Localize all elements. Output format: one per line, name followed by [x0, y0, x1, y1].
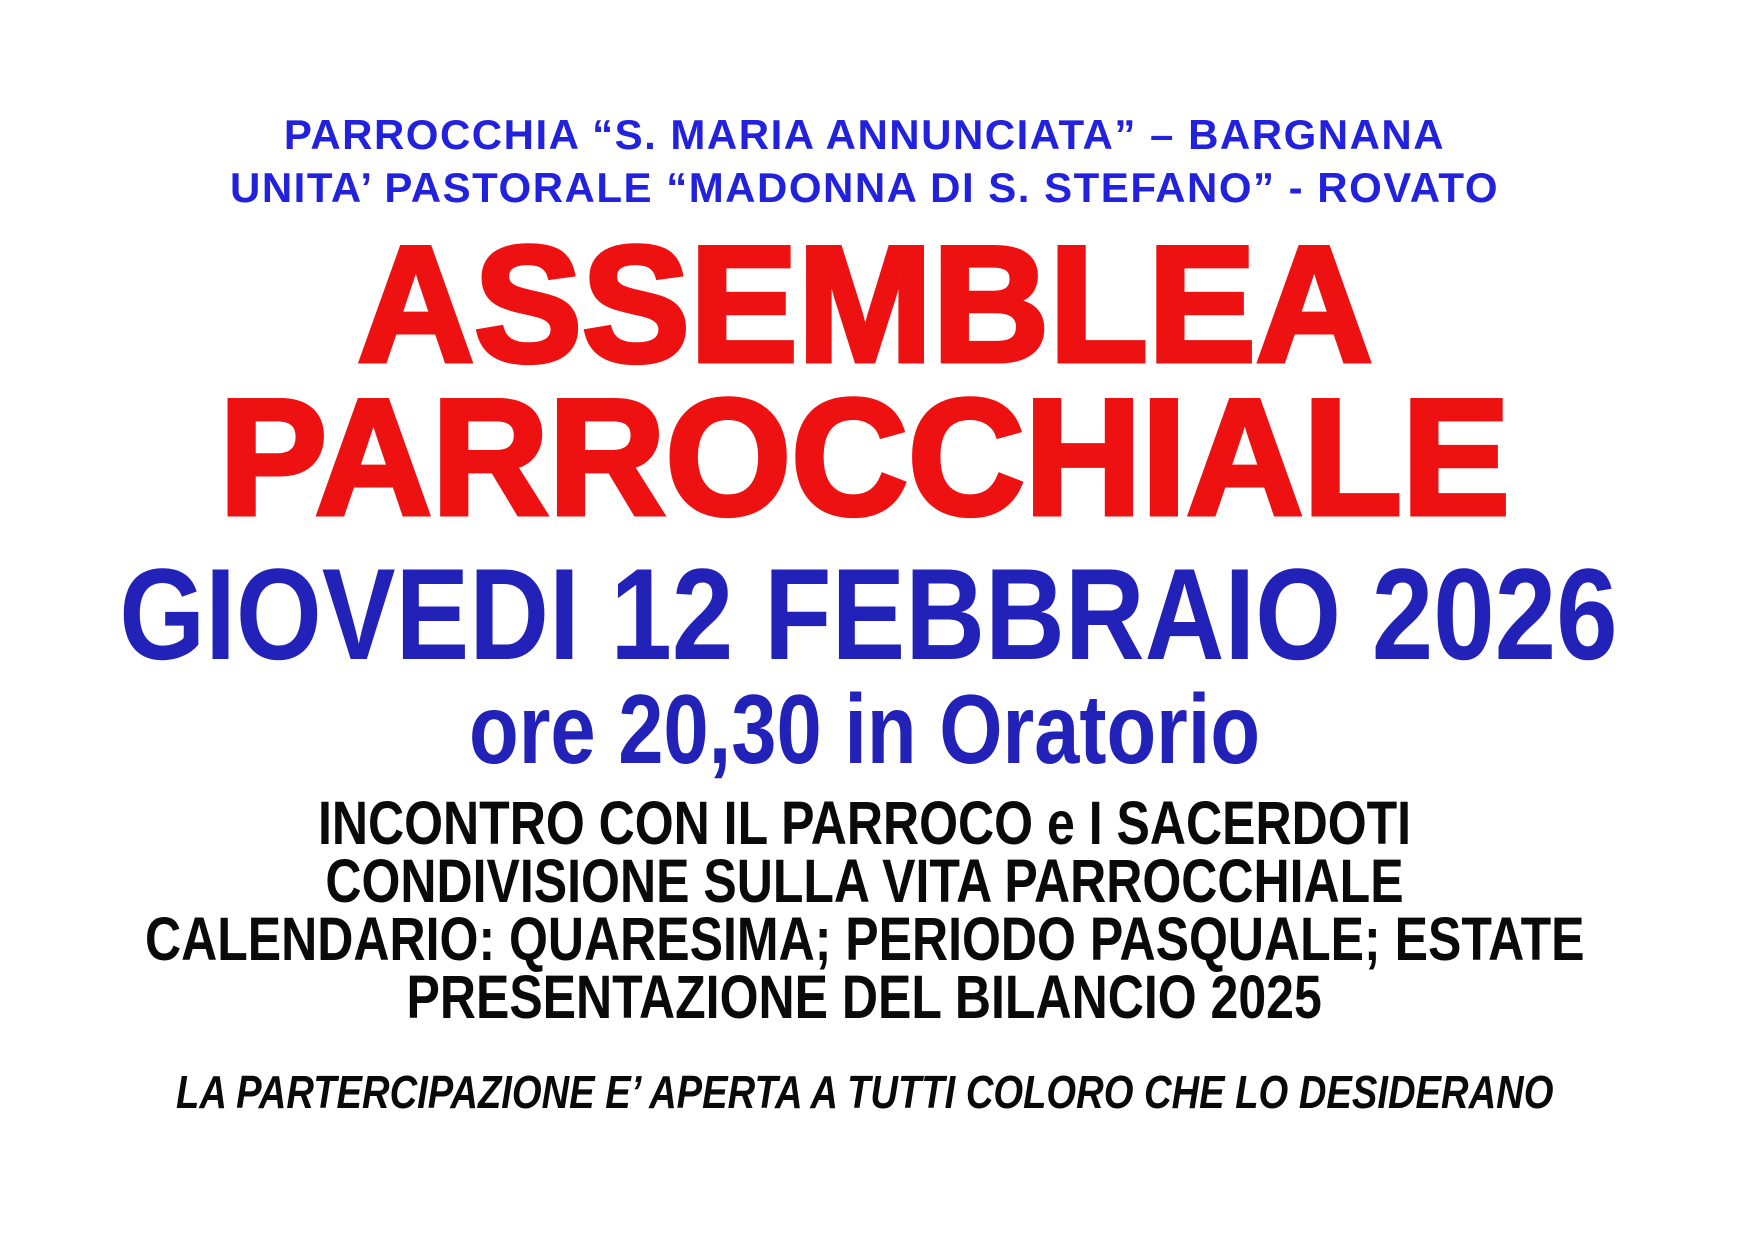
participation-note — [0, 1064, 1742, 1120]
agenda-item — [0, 847, 1742, 915]
event-time-text: ore 20,30 in Oratorio — [468, 674, 1261, 784]
main-title-line-2 — [0, 365, 1742, 549]
agenda-item — [0, 789, 1742, 857]
parish-header-line-2 — [0, 161, 1742, 214]
participation-note-text: LA PARTERCIPAZIONE E’ APERTA A TUTTI COLORO CHE LO DESIDERANO — [175, 1066, 1554, 1118]
parish-name-text: PARROCCHIA “S. MARIA ANNUNCIATA” – BARGNANA — [283, 111, 1446, 158]
event-date — [0, 541, 1742, 687]
title-word-parrocchiale: PARROCCHIALE — [219, 365, 1510, 549]
pastoral-unit-text: UNITA’ PASTORALE “MADONNA DI S. STEFANO” - ROVATO — [229, 164, 1499, 211]
main-title — [0, 212, 1742, 549]
agenda-item — [0, 905, 1742, 973]
main-title-line-1 — [0, 212, 1742, 396]
agenda-item-text: CALENDARIO: QUARESIMA; PERIODO PASQUALE; ESTATE — [144, 905, 1585, 973]
agenda-item-text: CONDIVISIONE SULLA VITA PARROCCHIALE — [325, 847, 1404, 915]
event-time — [0, 674, 1742, 784]
event-date-text: GIOVEDI 12 FEBBRAIO 2026 — [119, 541, 1618, 687]
agenda-item — [0, 963, 1742, 1031]
parish-header-line-1 — [0, 108, 1742, 161]
agenda-item-text: PRESENTAZIONE DEL BILANCIO 2025 — [406, 963, 1323, 1031]
parish-header — [0, 108, 1742, 214]
agenda-list — [0, 789, 1742, 1031]
title-word-assemblea: ASSEMBLEA — [356, 212, 1373, 396]
agenda-item-text: INCONTRO CON IL PARROCO e I SACERDOTI — [317, 789, 1412, 857]
